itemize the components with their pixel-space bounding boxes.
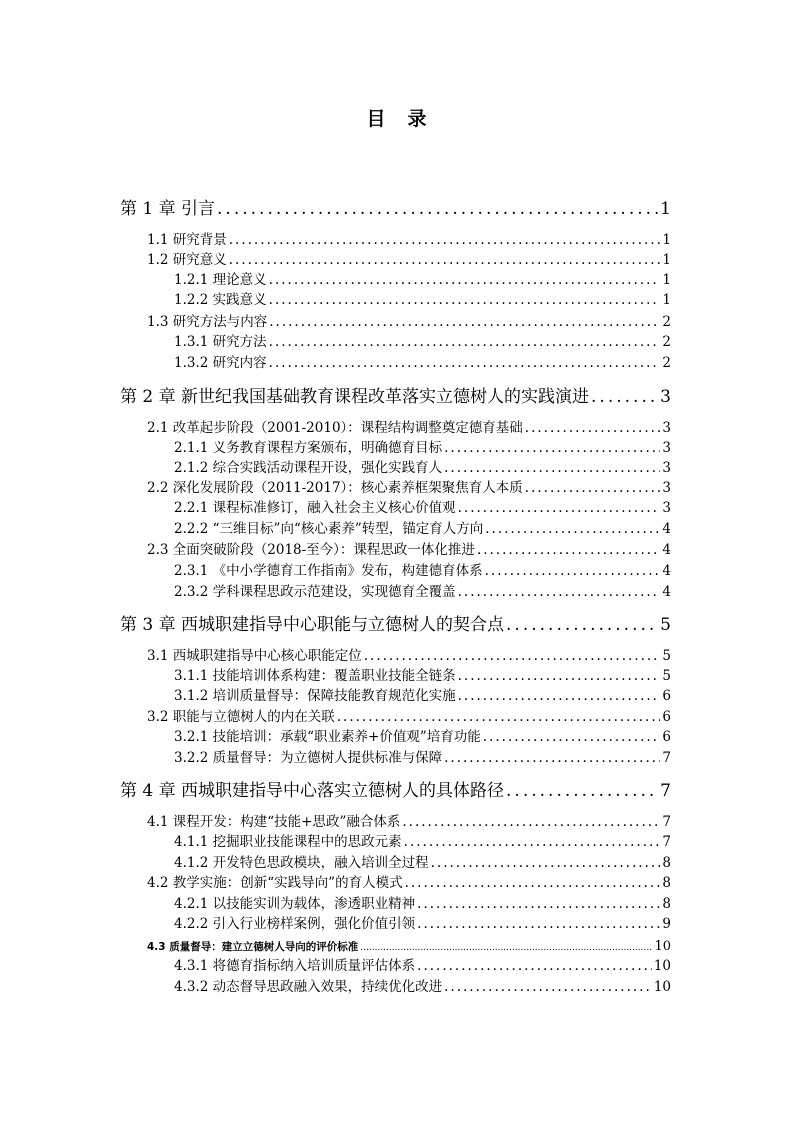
toc-entry[interactable]	[147, 478, 671, 498]
dot-leader	[405, 873, 661, 893]
toc-entry[interactable]	[120, 197, 671, 221]
toc-entry-label: 4.3.2 动态督导思政融入效果，持续优化改进	[174, 979, 443, 995]
toc-entry[interactable]	[147, 540, 671, 560]
toc-entry-page-number: 3	[662, 480, 671, 496]
dot-leader	[444, 438, 660, 458]
toc-entry[interactable]	[147, 873, 671, 893]
toc-entry[interactable]	[174, 686, 671, 706]
toc-entry-label: 4.2 教学实施：创新“实践导向”的育人模式	[147, 875, 403, 891]
toc-entry-page-number: 2	[662, 314, 671, 330]
toc-entry-page-number: 1	[662, 232, 671, 248]
toc-entry-label: 2.3.2 学科课程思政示范建设，实现德育全覆盖	[174, 584, 456, 600]
dot-leader	[477, 540, 660, 560]
toc-entry-page-number: 8	[662, 855, 671, 871]
dot-leader	[525, 478, 661, 498]
toc-entry[interactable]	[174, 894, 671, 914]
dot-leader	[444, 977, 652, 997]
toc-entry-label: 3.1.2 培训质量督导：保障技能教育规范化实施	[174, 688, 456, 704]
dot-leader	[458, 686, 661, 706]
toc-entry-label: 4.2.2 引入行业榜样案例，强化价值引领	[174, 916, 416, 932]
page-title	[0, 104, 793, 131]
dot-leader	[337, 707, 661, 727]
toc-entry[interactable]	[147, 230, 671, 250]
dot-leader	[417, 914, 660, 934]
toc-entry-page-number: 3	[660, 387, 671, 407]
toc-entry[interactable]	[174, 290, 671, 310]
toc-entry-label: 2.3.1 《中小学德育工作指南》发布，构建德育体系	[174, 563, 483, 579]
toc-entry[interactable]	[147, 812, 671, 832]
toc-entry-page-number: 1	[660, 199, 671, 219]
toc-entry[interactable]	[174, 582, 671, 602]
toc-entry[interactable]	[174, 977, 671, 997]
dot-leader	[458, 582, 661, 602]
toc-entry-label: 3.1 西城职建指导中心核心职能定位	[147, 648, 362, 664]
dot-leader	[360, 938, 652, 958]
toc-entry-page-number: 7	[662, 814, 671, 830]
dot-leader	[269, 312, 660, 332]
toc-entry[interactable]	[147, 937, 671, 957]
toc-entry[interactable]	[120, 385, 671, 409]
dot-leader	[483, 727, 661, 747]
toc-entry-page-number: 3	[662, 420, 671, 436]
toc-entry[interactable]	[174, 498, 671, 518]
toc-entry-label: 2.2.1 课程标准修订，融入社会主义核心价值观	[174, 500, 456, 516]
toc-entry-page-number: 7	[660, 781, 671, 801]
toc-entry-page-number: 1	[662, 272, 671, 288]
toc-entry-label: 3.1.1 技能培训体系构建：覆盖职业技能全链条	[174, 668, 456, 684]
toc-entry[interactable]	[174, 270, 671, 290]
toc-entry-page-number: 5	[660, 615, 671, 635]
toc-entry-label: 1.1 研究背景	[147, 232, 227, 248]
dot-leader	[229, 250, 661, 270]
toc-entry-label: 3.2.1 技能培训：承载“职业素养+价值观”培育功能	[174, 729, 481, 745]
dot-leader	[591, 385, 658, 409]
dot-leader	[444, 458, 660, 478]
dot-leader	[217, 197, 658, 221]
toc-entry[interactable]	[174, 458, 671, 478]
toc-entry-page-number: 10	[653, 979, 671, 995]
toc-entry-label: 4.2.1 以技能实训为载体，渗透职业精神	[174, 896, 416, 912]
toc-entry-page-number: 1	[662, 252, 671, 268]
dot-leader	[364, 646, 661, 666]
toc-entry-label: 2.1.2 综合实践活动课程开设，强化实践育人	[174, 460, 443, 476]
toc-entry-page-number: 10	[653, 958, 671, 974]
toc-entry-label: 1.2.2 实践意义	[174, 292, 267, 308]
dot-leader	[402, 812, 660, 832]
dot-leader	[485, 519, 660, 539]
dot-leader	[506, 779, 658, 803]
dot-leader	[417, 894, 660, 914]
toc-entry-page-number: 4	[662, 542, 671, 558]
toc-entry-label: 2.2 深化发展阶段（2011-2017）：核心素养框架聚焦育人本质	[147, 480, 523, 496]
toc-entry[interactable]	[147, 646, 671, 666]
toc-entry-page-number: 10	[654, 939, 671, 954]
title-char-left: 目	[366, 108, 386, 130]
toc-entry-page-number: 2	[662, 334, 671, 350]
toc-entry-label: 1.3.2 研究内容	[174, 355, 267, 371]
dot-leader	[485, 561, 661, 581]
toc-entry[interactable]	[174, 519, 671, 539]
dot-leader	[506, 613, 658, 637]
toc-entry-page-number: 5	[662, 648, 671, 664]
dot-leader	[525, 418, 661, 438]
toc-entry[interactable]	[120, 613, 671, 637]
toc-entry-page-number: 9	[662, 916, 671, 932]
dot-leader	[431, 853, 661, 873]
toc-entry-label: 4.1.1 挖掘职业技能课程中的思政元素	[174, 834, 402, 850]
toc-entry[interactable]	[174, 727, 671, 747]
toc-entry[interactable]	[120, 779, 671, 803]
toc-entry-page-number: 2	[662, 355, 671, 371]
toc-entry-page-number: 6	[662, 729, 671, 745]
dot-leader	[269, 332, 661, 352]
toc-entry[interactable]	[174, 332, 671, 352]
toc-entry[interactable]	[147, 250, 671, 270]
dot-leader	[269, 353, 661, 373]
toc-entry-page-number: 6	[662, 688, 671, 704]
toc-entry[interactable]	[174, 853, 671, 873]
toc-entry-page-number: 4	[662, 521, 671, 537]
dot-leader	[458, 498, 661, 518]
toc-entry-label: 2.2.2 “三维目标”向“核心素养”转型，锚定育人方向	[174, 521, 484, 537]
toc-entry-page-number: 8	[662, 875, 671, 891]
toc-entry[interactable]	[147, 312, 671, 332]
toc-entry-page-number: 3	[662, 460, 671, 476]
toc-entry-label: 1.3.1 研究方法	[174, 334, 267, 350]
toc-entry[interactable]	[147, 707, 671, 727]
dot-leader	[229, 230, 661, 250]
toc-entry-label: 第 4 章 西城职建指导中心落实立德树人的具体路径	[120, 781, 505, 801]
toc-entry-page-number: 5	[662, 668, 671, 684]
toc-entry-page-number: 3	[662, 440, 671, 456]
toc-entry-page-number: 4	[662, 584, 671, 600]
toc-entry-label: 1.3 研究方法与内容	[147, 314, 268, 330]
toc-entry-label: 第 2 章 新世纪我国基础教育课程改革落实立德树人的实践演进	[120, 387, 590, 407]
title-char-right: 录	[407, 108, 427, 130]
dot-leader	[269, 270, 661, 290]
dot-leader	[444, 748, 660, 768]
dot-leader	[417, 956, 652, 976]
toc-entry[interactable]	[174, 832, 671, 852]
toc-entry[interactable]	[174, 561, 671, 581]
toc-entry-label: 3.2.2 质量督导：为立德树人提供标准与保障	[174, 750, 443, 766]
toc-entry[interactable]	[174, 956, 671, 976]
toc-entry-label: 2.3 全面突破阶段（2018-至今）：课程思政一体化推进	[147, 542, 475, 558]
toc-entry-page-number: 3	[662, 500, 671, 516]
toc-entry[interactable]	[174, 666, 671, 686]
toc-entry-label: 2.1.1 义务教育课程方案颁布，明确德育目标	[174, 440, 443, 456]
toc-entry-label: 4.3 质量督导：建立立德树人导向的评价标准	[147, 941, 359, 953]
toc-entry-label: 3.2 职能与立德树人的内在关联	[147, 709, 335, 725]
toc-entry-page-number: 4	[662, 563, 671, 579]
toc-entry-label: 1.2 研究意义	[147, 252, 227, 268]
toc-entry[interactable]	[147, 418, 671, 438]
toc-entry[interactable]	[174, 914, 671, 934]
dot-leader	[404, 832, 661, 852]
toc-entry[interactable]	[174, 748, 671, 768]
toc-entry-page-number: 6	[662, 709, 671, 725]
toc-entry-label: 4.1 课程开发：构建“技能+思政”融合体系	[147, 814, 401, 830]
toc-entry-label: 1.2.1 理论意义	[174, 272, 267, 288]
toc-entry[interactable]	[174, 438, 671, 458]
toc-entry-label: 2.1 改革起步阶段（2001-2010）：课程结构调整奠定德育基础	[147, 420, 523, 436]
toc-entry-page-number: 7	[662, 750, 671, 766]
toc-entry-label: 4.1.2 开发特色思政模块，融入培训全过程	[174, 855, 429, 871]
toc-entry-page-number: 1	[662, 292, 671, 308]
toc-entry-label: 4.3.1 将德育指标纳入培训质量评估体系	[174, 958, 416, 974]
dot-leader	[458, 666, 661, 686]
dot-leader	[269, 290, 661, 310]
toc-entry-label: 第 1 章 引言	[120, 199, 216, 219]
toc-entry-page-number: 8	[662, 896, 671, 912]
toc-entry-label: 第 3 章 西城职建指导中心职能与立德树人的契合点	[120, 615, 505, 635]
toc-entry[interactable]	[174, 353, 671, 373]
toc-entry-page-number: 7	[662, 834, 671, 850]
